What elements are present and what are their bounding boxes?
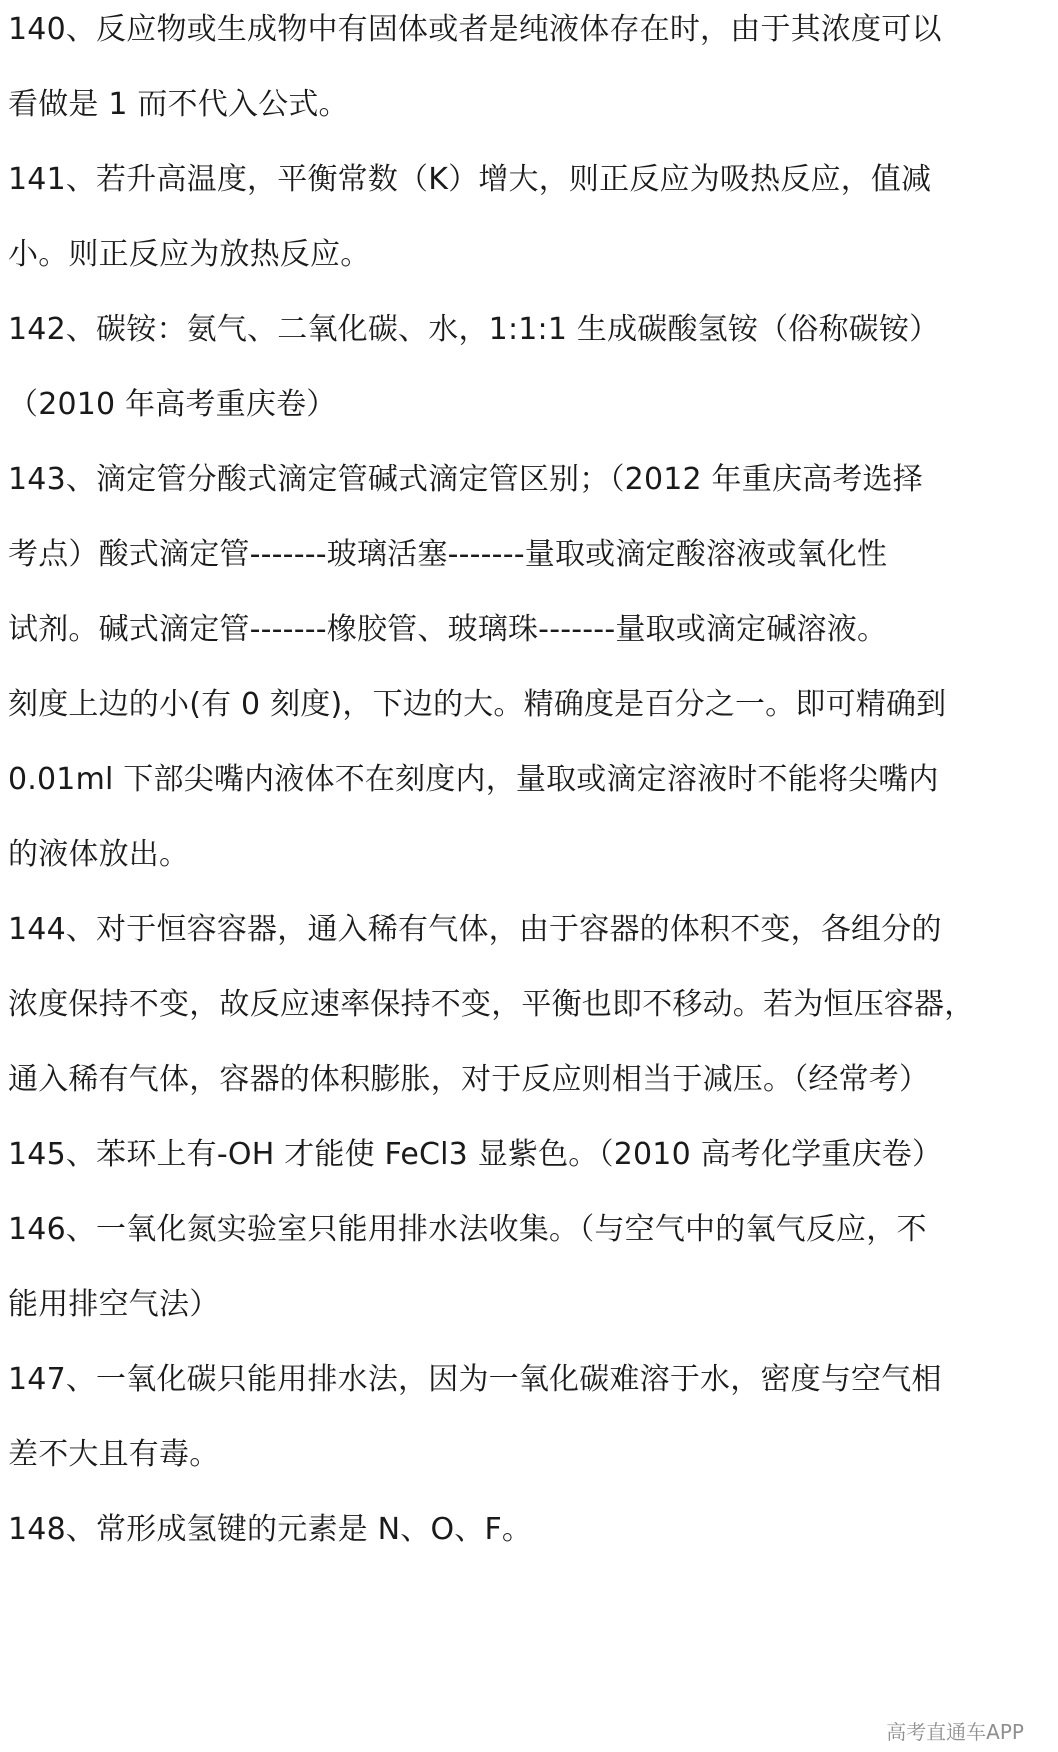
text-line: 143、滴定管分酸式滴定管碱式滴定管区别；（2012 年重庆高考选择 [8,462,923,497]
text-line: 148、常形成氢键的元素是 N、O、F。 [8,1512,533,1547]
text-line: 144、对于恒容容器，通入稀有气体，由于容器的体积不变，各组分的 [8,912,942,947]
text-line: 145、苯环上有-OH 才能使 FeCl3 显紫色。（2010 高考化学重庆卷） [8,1137,943,1172]
text-line: 通入稀有气体，容器的体积膨胀，对于反应则相当于减压。（经常考） [8,1062,930,1097]
text-line: 小。则正反应为放热反应。 [8,237,371,272]
text-line: （2010 年高考重庆卷） [8,387,337,422]
text-line: 刻度上边的小(有 0 刻度)，下边的大。精确度是百分之一。即可精确到 [8,687,947,722]
text-line: 141、若升高温度，平衡常数（K）增大，则正反应为吸热反应，值减 [8,162,932,197]
text-line: 的液体放出。 [8,837,190,872]
text-line: 140、反应物或生成物中有固体或者是纯液体存在时，由于其浓度可以 [8,12,942,47]
text-line: 试剂。碱式滴定管-------橡胶管、玻璃珠-------量取或滴定碱溶液。 [8,612,888,647]
text-line: 142、碳铵：氨气、二氧化碳、水，1:1:1 生成碳酸氢铵（俗称碳铵） [8,312,940,347]
text-line: 0.01ml 下部尖嘴内液体不在刻度内，量取或滴定溶液时不能将尖嘴内 [8,762,939,797]
watermark: 高考直通车APP [886,1720,1024,1744]
text-line: 差不大且有毒。 [8,1437,220,1472]
text-line: 看做是 1 而不代入公式。 [8,87,349,122]
text-line: 147、一氧化碳只能用排水法，因为一氧化碳难溶于水，密度与空气相 [8,1362,942,1397]
text-line: 能用排空气法） [8,1287,220,1322]
text-line: 考点）酸式滴定管-------玻璃活塞-------量取或滴定酸溶液或氧化性 [8,537,888,572]
text-line: 浓度保持不变，故反应速率保持不变，平衡也即不移动。若为恒压容器， [8,987,975,1022]
text-line: 146、一氧化氮实验室只能用排水法收集。（与空气中的氧气反应，不 [8,1212,927,1247]
